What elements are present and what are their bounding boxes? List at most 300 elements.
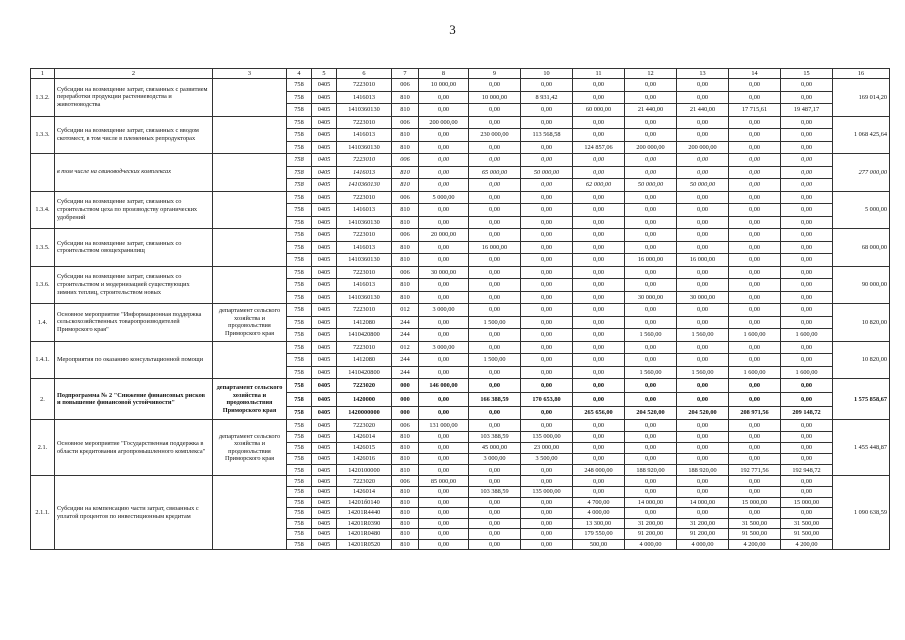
- value-cell: 0405: [312, 279, 337, 292]
- header-cell: 3: [213, 69, 287, 79]
- value-cell: 0,00: [419, 216, 469, 229]
- header-cell: 13: [677, 69, 729, 79]
- value-cell: 1420000000: [337, 406, 392, 420]
- value-cell: 4 700,00: [573, 497, 625, 508]
- value-cell: 1 600,00: [729, 366, 781, 379]
- value-cell: 1412080: [337, 354, 392, 367]
- row-total: 277 000,00: [833, 154, 890, 192]
- value-cell: 0,00: [677, 154, 729, 167]
- row-description: Подпрограмма № 2 "Снижение финансовых рисков и повышение финансовой устойчивости": [55, 379, 213, 420]
- row-index: 1.4.1.: [31, 341, 55, 379]
- value-cell: 1410420800: [337, 366, 392, 379]
- value-cell: 0,00: [729, 476, 781, 487]
- value-cell: 012: [392, 341, 419, 354]
- row-executor: департамент сельского хозяйства и продовольствия Приморского края: [213, 304, 287, 342]
- value-cell: 0,00: [781, 116, 833, 129]
- value-cell: 0,00: [781, 241, 833, 254]
- value-cell: 0,00: [419, 141, 469, 154]
- value-cell: 103 388,59: [469, 486, 521, 497]
- value-cell: 1426015: [337, 442, 392, 453]
- value-cell: 3 000,00: [419, 304, 469, 317]
- value-cell: 758: [287, 465, 312, 476]
- value-cell: 14201R4440: [337, 508, 392, 519]
- value-cell: 0,00: [573, 79, 625, 92]
- value-cell: 0,00: [677, 204, 729, 217]
- value-cell: 4 200,00: [781, 539, 833, 550]
- value-cell: 13 300,00: [573, 518, 625, 529]
- value-cell: 200 000,00: [419, 116, 469, 129]
- value-cell: 0,00: [781, 379, 833, 393]
- value-cell: 7223010: [337, 116, 392, 129]
- row-executor: [213, 266, 287, 304]
- row-total: 169 014,20: [833, 79, 890, 117]
- value-cell: 006: [392, 266, 419, 279]
- value-cell: 0,00: [781, 229, 833, 242]
- row-description: Основное мероприятие "Информационная поддержка сельскохозяйственных товаропроизводителей Приморского края": [55, 304, 213, 342]
- value-cell: 21 440,00: [625, 104, 677, 117]
- value-cell: 012: [392, 304, 419, 317]
- value-cell: 0,00: [419, 486, 469, 497]
- value-cell: 10 000,00: [419, 79, 469, 92]
- value-cell: 758: [287, 392, 312, 406]
- value-cell: 0,00: [419, 465, 469, 476]
- row-executor: [213, 154, 287, 192]
- value-cell: 0,00: [469, 141, 521, 154]
- value-cell: 0,00: [729, 453, 781, 464]
- value-cell: 7223010: [337, 79, 392, 92]
- value-cell: 0,00: [625, 191, 677, 204]
- row-index: 1.3.3.: [31, 116, 55, 154]
- value-cell: 810: [392, 486, 419, 497]
- value-cell: 758: [287, 529, 312, 540]
- value-cell: 0,00: [729, 141, 781, 154]
- value-cell: 0,00: [419, 291, 469, 304]
- row-description: Мероприятия по оказанию консультационной помощи: [55, 341, 213, 379]
- value-cell: 0,00: [573, 453, 625, 464]
- table-row: [31, 476, 890, 487]
- value-cell: 0,00: [677, 229, 729, 242]
- value-cell: 810: [392, 508, 419, 519]
- value-cell: 0,00: [677, 129, 729, 142]
- header-cell: 6: [337, 69, 392, 79]
- value-cell: 0405: [312, 518, 337, 529]
- value-cell: 0405: [312, 129, 337, 142]
- value-cell: 0,00: [419, 166, 469, 179]
- value-cell: 31 200,00: [677, 518, 729, 529]
- value-cell: 0,00: [469, 279, 521, 292]
- table-row: [31, 191, 890, 204]
- row-total: 1 455 448,87: [833, 420, 890, 476]
- value-cell: 4 000,00: [625, 539, 677, 550]
- value-cell: 0,00: [521, 216, 573, 229]
- value-cell: 0,00: [729, 279, 781, 292]
- value-cell: 0,00: [419, 431, 469, 442]
- value-cell: 0,00: [419, 154, 469, 167]
- value-cell: 0,00: [469, 518, 521, 529]
- value-cell: 31 500,00: [781, 518, 833, 529]
- value-cell: 758: [287, 229, 312, 242]
- value-cell: 0,00: [573, 341, 625, 354]
- row-description: Субсидии на возмещение затрат, связанных со строительством овощехранилищ: [55, 229, 213, 267]
- value-cell: 0,00: [469, 204, 521, 217]
- value-cell: 0,00: [521, 476, 573, 487]
- value-cell: 0,00: [573, 229, 625, 242]
- value-cell: 0,00: [521, 79, 573, 92]
- value-cell: 758: [287, 91, 312, 104]
- value-cell: 0405: [312, 229, 337, 242]
- value-cell: 006: [392, 79, 419, 92]
- value-cell: 0,00: [419, 279, 469, 292]
- value-cell: 758: [287, 497, 312, 508]
- value-cell: 810: [392, 166, 419, 179]
- value-cell: 0,00: [729, 254, 781, 267]
- value-cell: 0,00: [729, 304, 781, 317]
- value-cell: 0,00: [573, 216, 625, 229]
- value-cell: 0405: [312, 508, 337, 519]
- value-cell: 0,00: [419, 129, 469, 142]
- value-cell: 1410420800: [337, 329, 392, 342]
- value-cell: 7223010: [337, 341, 392, 354]
- value-cell: 758: [287, 241, 312, 254]
- value-cell: 0,00: [781, 166, 833, 179]
- value-cell: 4 000,00: [677, 539, 729, 550]
- value-cell: 0,00: [677, 191, 729, 204]
- value-cell: 0,00: [419, 508, 469, 519]
- value-cell: 758: [287, 304, 312, 317]
- value-cell: 0,00: [419, 316, 469, 329]
- value-cell: 0,00: [625, 91, 677, 104]
- value-cell: 0,00: [729, 341, 781, 354]
- value-cell: 0,00: [729, 179, 781, 192]
- value-cell: 0,00: [573, 486, 625, 497]
- table-row: [31, 229, 890, 242]
- value-cell: 0,00: [521, 291, 573, 304]
- row-total: 1 068 425,64: [833, 116, 890, 154]
- value-cell: 1 600,00: [729, 329, 781, 342]
- value-cell: 0,00: [419, 529, 469, 540]
- value-cell: 1410360130: [337, 216, 392, 229]
- value-cell: 0,00: [469, 529, 521, 540]
- value-cell: 810: [392, 497, 419, 508]
- value-cell: 7223020: [337, 476, 392, 487]
- value-cell: 0,00: [469, 191, 521, 204]
- row-total: 90 000,00: [833, 266, 890, 304]
- value-cell: 0,00: [573, 204, 625, 217]
- value-cell: 0,00: [729, 392, 781, 406]
- value-cell: 0,00: [469, 116, 521, 129]
- value-cell: 0,00: [573, 254, 625, 267]
- value-cell: 265 656,00: [573, 406, 625, 420]
- value-cell: 758: [287, 129, 312, 142]
- value-cell: 0,00: [521, 254, 573, 267]
- value-cell: 0,00: [573, 304, 625, 317]
- value-cell: 758: [287, 508, 312, 519]
- value-cell: 0405: [312, 266, 337, 279]
- value-cell: 248 000,00: [573, 465, 625, 476]
- value-cell: 31 200,00: [625, 518, 677, 529]
- value-cell: 0,00: [781, 341, 833, 354]
- value-cell: 0,00: [469, 465, 521, 476]
- value-cell: 758: [287, 316, 312, 329]
- row-description: в том числе на свиноводческих комплексах: [55, 154, 213, 192]
- row-index: 1.3.5.: [31, 229, 55, 267]
- value-cell: 006: [392, 476, 419, 487]
- value-cell: 0,00: [573, 442, 625, 453]
- value-cell: 0,00: [573, 379, 625, 393]
- value-cell: 0,00: [677, 508, 729, 519]
- value-cell: 50 000,00: [677, 179, 729, 192]
- value-cell: 0,00: [781, 291, 833, 304]
- value-cell: 758: [287, 431, 312, 442]
- value-cell: 0,00: [573, 116, 625, 129]
- value-cell: 758: [287, 539, 312, 550]
- value-cell: 0,00: [781, 486, 833, 497]
- value-cell: 0,00: [781, 191, 833, 204]
- value-cell: 0,00: [469, 304, 521, 317]
- value-cell: 1 560,00: [677, 366, 729, 379]
- row-index: [31, 154, 55, 192]
- value-cell: 0,00: [677, 354, 729, 367]
- value-cell: 0,00: [625, 392, 677, 406]
- value-cell: 0,00: [469, 539, 521, 550]
- value-cell: 006: [392, 229, 419, 242]
- value-cell: 5 000,00: [419, 191, 469, 204]
- row-executor: департамент сельского хозяйства и продовольствия Приморского края: [213, 420, 287, 476]
- value-cell: 0,00: [469, 216, 521, 229]
- value-cell: 0,00: [419, 179, 469, 192]
- value-cell: 0,00: [521, 141, 573, 154]
- value-cell: 23 000,00: [521, 442, 573, 453]
- value-cell: 16 000,00: [677, 254, 729, 267]
- value-cell: 0405: [312, 539, 337, 550]
- value-cell: 0,00: [729, 486, 781, 497]
- value-cell: 0,00: [781, 304, 833, 317]
- value-cell: 0,00: [729, 154, 781, 167]
- value-cell: 810: [392, 539, 419, 550]
- value-cell: 0,00: [521, 191, 573, 204]
- value-cell: 0,00: [677, 431, 729, 442]
- value-cell: 0,00: [521, 406, 573, 420]
- value-cell: 0,00: [781, 508, 833, 519]
- value-cell: 810: [392, 91, 419, 104]
- value-cell: 16 000,00: [469, 241, 521, 254]
- value-cell: 50 000,00: [521, 166, 573, 179]
- value-cell: 0,00: [521, 508, 573, 519]
- header-cell: 10: [521, 69, 573, 79]
- budget-table: [30, 68, 890, 550]
- value-cell: 0,00: [419, 518, 469, 529]
- value-cell: 192 948,72: [781, 465, 833, 476]
- value-cell: 758: [287, 379, 312, 393]
- value-cell: 0,00: [419, 497, 469, 508]
- value-cell: 14 000,00: [625, 497, 677, 508]
- value-cell: 810: [392, 254, 419, 267]
- value-cell: 0,00: [469, 291, 521, 304]
- header-row: [31, 69, 890, 79]
- value-cell: 0,00: [625, 431, 677, 442]
- table-row: [31, 116, 890, 129]
- value-cell: 0,00: [419, 104, 469, 117]
- value-cell: 1416013: [337, 166, 392, 179]
- value-cell: 0,00: [781, 79, 833, 92]
- value-cell: 1416013: [337, 279, 392, 292]
- value-cell: 4 000,00: [573, 508, 625, 519]
- value-cell: 0,00: [419, 366, 469, 379]
- value-cell: 103 388,59: [469, 431, 521, 442]
- value-cell: 0,00: [521, 420, 573, 431]
- value-cell: 0405: [312, 465, 337, 476]
- value-cell: 758: [287, 116, 312, 129]
- value-cell: 0,00: [781, 476, 833, 487]
- value-cell: 0,00: [625, 453, 677, 464]
- value-cell: 62 000,00: [573, 179, 625, 192]
- value-cell: 0,00: [781, 316, 833, 329]
- value-cell: 244: [392, 354, 419, 367]
- value-cell: 758: [287, 476, 312, 487]
- value-cell: 0405: [312, 204, 337, 217]
- value-cell: 0,00: [521, 529, 573, 540]
- value-cell: 30 000,00: [419, 266, 469, 279]
- value-cell: 0405: [312, 141, 337, 154]
- value-cell: 0405: [312, 354, 337, 367]
- value-cell: 0,00: [781, 420, 833, 431]
- value-cell: 0,00: [521, 316, 573, 329]
- value-cell: 810: [392, 204, 419, 217]
- value-cell: 0,00: [729, 166, 781, 179]
- value-cell: 0,00: [573, 291, 625, 304]
- value-cell: 0,00: [419, 392, 469, 406]
- value-cell: 0,00: [521, 266, 573, 279]
- value-cell: 000: [392, 406, 419, 420]
- row-total: 1 575 858,67: [833, 379, 890, 420]
- value-cell: 192 771,56: [729, 465, 781, 476]
- value-cell: 0,00: [469, 420, 521, 431]
- value-cell: 0,00: [573, 354, 625, 367]
- value-cell: 0,00: [573, 279, 625, 292]
- value-cell: 244: [392, 329, 419, 342]
- value-cell: 0,00: [781, 154, 833, 167]
- value-cell: 0,00: [573, 420, 625, 431]
- row-total: 1 090 638,59: [833, 476, 890, 550]
- value-cell: 758: [287, 453, 312, 464]
- value-cell: 8 931,42: [521, 91, 573, 104]
- value-cell: 7223020: [337, 420, 392, 431]
- header-cell: 5: [312, 69, 337, 79]
- value-cell: 0,00: [625, 129, 677, 142]
- value-cell: 0405: [312, 304, 337, 317]
- value-cell: 0,00: [469, 366, 521, 379]
- value-cell: 0405: [312, 316, 337, 329]
- value-cell: 14201R0480: [337, 529, 392, 540]
- value-cell: 0,00: [781, 254, 833, 267]
- value-cell: 810: [392, 431, 419, 442]
- value-cell: 1 500,00: [469, 354, 521, 367]
- value-cell: 0,00: [625, 486, 677, 497]
- value-cell: 000: [392, 392, 419, 406]
- value-cell: 758: [287, 420, 312, 431]
- value-cell: 0,00: [625, 279, 677, 292]
- value-cell: 0,00: [625, 304, 677, 317]
- value-cell: 1412080: [337, 316, 392, 329]
- value-cell: 0,00: [625, 341, 677, 354]
- value-cell: 0405: [312, 442, 337, 453]
- value-cell: 0,00: [469, 229, 521, 242]
- value-cell: 0,00: [677, 442, 729, 453]
- value-cell: 0405: [312, 329, 337, 342]
- value-cell: 7223020: [337, 379, 392, 393]
- value-cell: 0,00: [781, 431, 833, 442]
- value-cell: 17 715,61: [729, 104, 781, 117]
- value-cell: 0,00: [781, 442, 833, 453]
- value-cell: 0405: [312, 420, 337, 431]
- table-row: [31, 341, 890, 354]
- value-cell: 0,00: [677, 304, 729, 317]
- value-cell: 0,00: [729, 229, 781, 242]
- value-cell: 0405: [312, 529, 337, 540]
- value-cell: 758: [287, 204, 312, 217]
- value-cell: 200 000,00: [677, 141, 729, 154]
- value-cell: 0,00: [573, 316, 625, 329]
- value-cell: 0,00: [419, 354, 469, 367]
- row-index: 2.1.1.: [31, 476, 55, 550]
- value-cell: 810: [392, 129, 419, 142]
- value-cell: 758: [287, 291, 312, 304]
- table-row: [31, 154, 890, 167]
- value-cell: 30 000,00: [625, 291, 677, 304]
- value-cell: 0,00: [781, 354, 833, 367]
- value-cell: 113 568,58: [521, 129, 573, 142]
- value-cell: 0,00: [573, 154, 625, 167]
- row-executor: [213, 341, 287, 379]
- value-cell: 1 600,00: [781, 329, 833, 342]
- value-cell: 1426014: [337, 431, 392, 442]
- table-row: [31, 266, 890, 279]
- row-description: Основное мероприятие "Государственная поддержка в области кредитования агропромышленного комплекса": [55, 420, 213, 476]
- value-cell: 0405: [312, 497, 337, 508]
- row-total: 5 000,00: [833, 191, 890, 229]
- value-cell: 758: [287, 254, 312, 267]
- page-number: 3: [449, 22, 456, 37]
- value-cell: 810: [392, 442, 419, 453]
- value-cell: 0,00: [573, 191, 625, 204]
- value-cell: 0,00: [625, 116, 677, 129]
- value-cell: 146 000,00: [419, 379, 469, 393]
- value-cell: 0,00: [469, 476, 521, 487]
- value-cell: 7223010: [337, 266, 392, 279]
- value-cell: 0,00: [521, 179, 573, 192]
- header-cell: 9: [469, 69, 521, 79]
- value-cell: 0,00: [781, 141, 833, 154]
- value-cell: 0,00: [419, 329, 469, 342]
- value-cell: 758: [287, 406, 312, 420]
- value-cell: 1 560,00: [625, 366, 677, 379]
- value-cell: 1 500,00: [469, 316, 521, 329]
- value-cell: 91 200,00: [677, 529, 729, 540]
- value-cell: 000: [392, 379, 419, 393]
- row-executor: [213, 229, 287, 267]
- value-cell: 0,00: [729, 291, 781, 304]
- value-cell: 0,00: [521, 379, 573, 393]
- value-cell: 208 971,56: [729, 406, 781, 420]
- value-cell: 0,00: [521, 241, 573, 254]
- value-cell: 0,00: [729, 379, 781, 393]
- value-cell: 0405: [312, 406, 337, 420]
- value-cell: 14 000,00: [677, 497, 729, 508]
- value-cell: 0405: [312, 379, 337, 393]
- value-cell: 0,00: [729, 129, 781, 142]
- value-cell: 1 600,00: [781, 366, 833, 379]
- value-cell: 0,00: [469, 406, 521, 420]
